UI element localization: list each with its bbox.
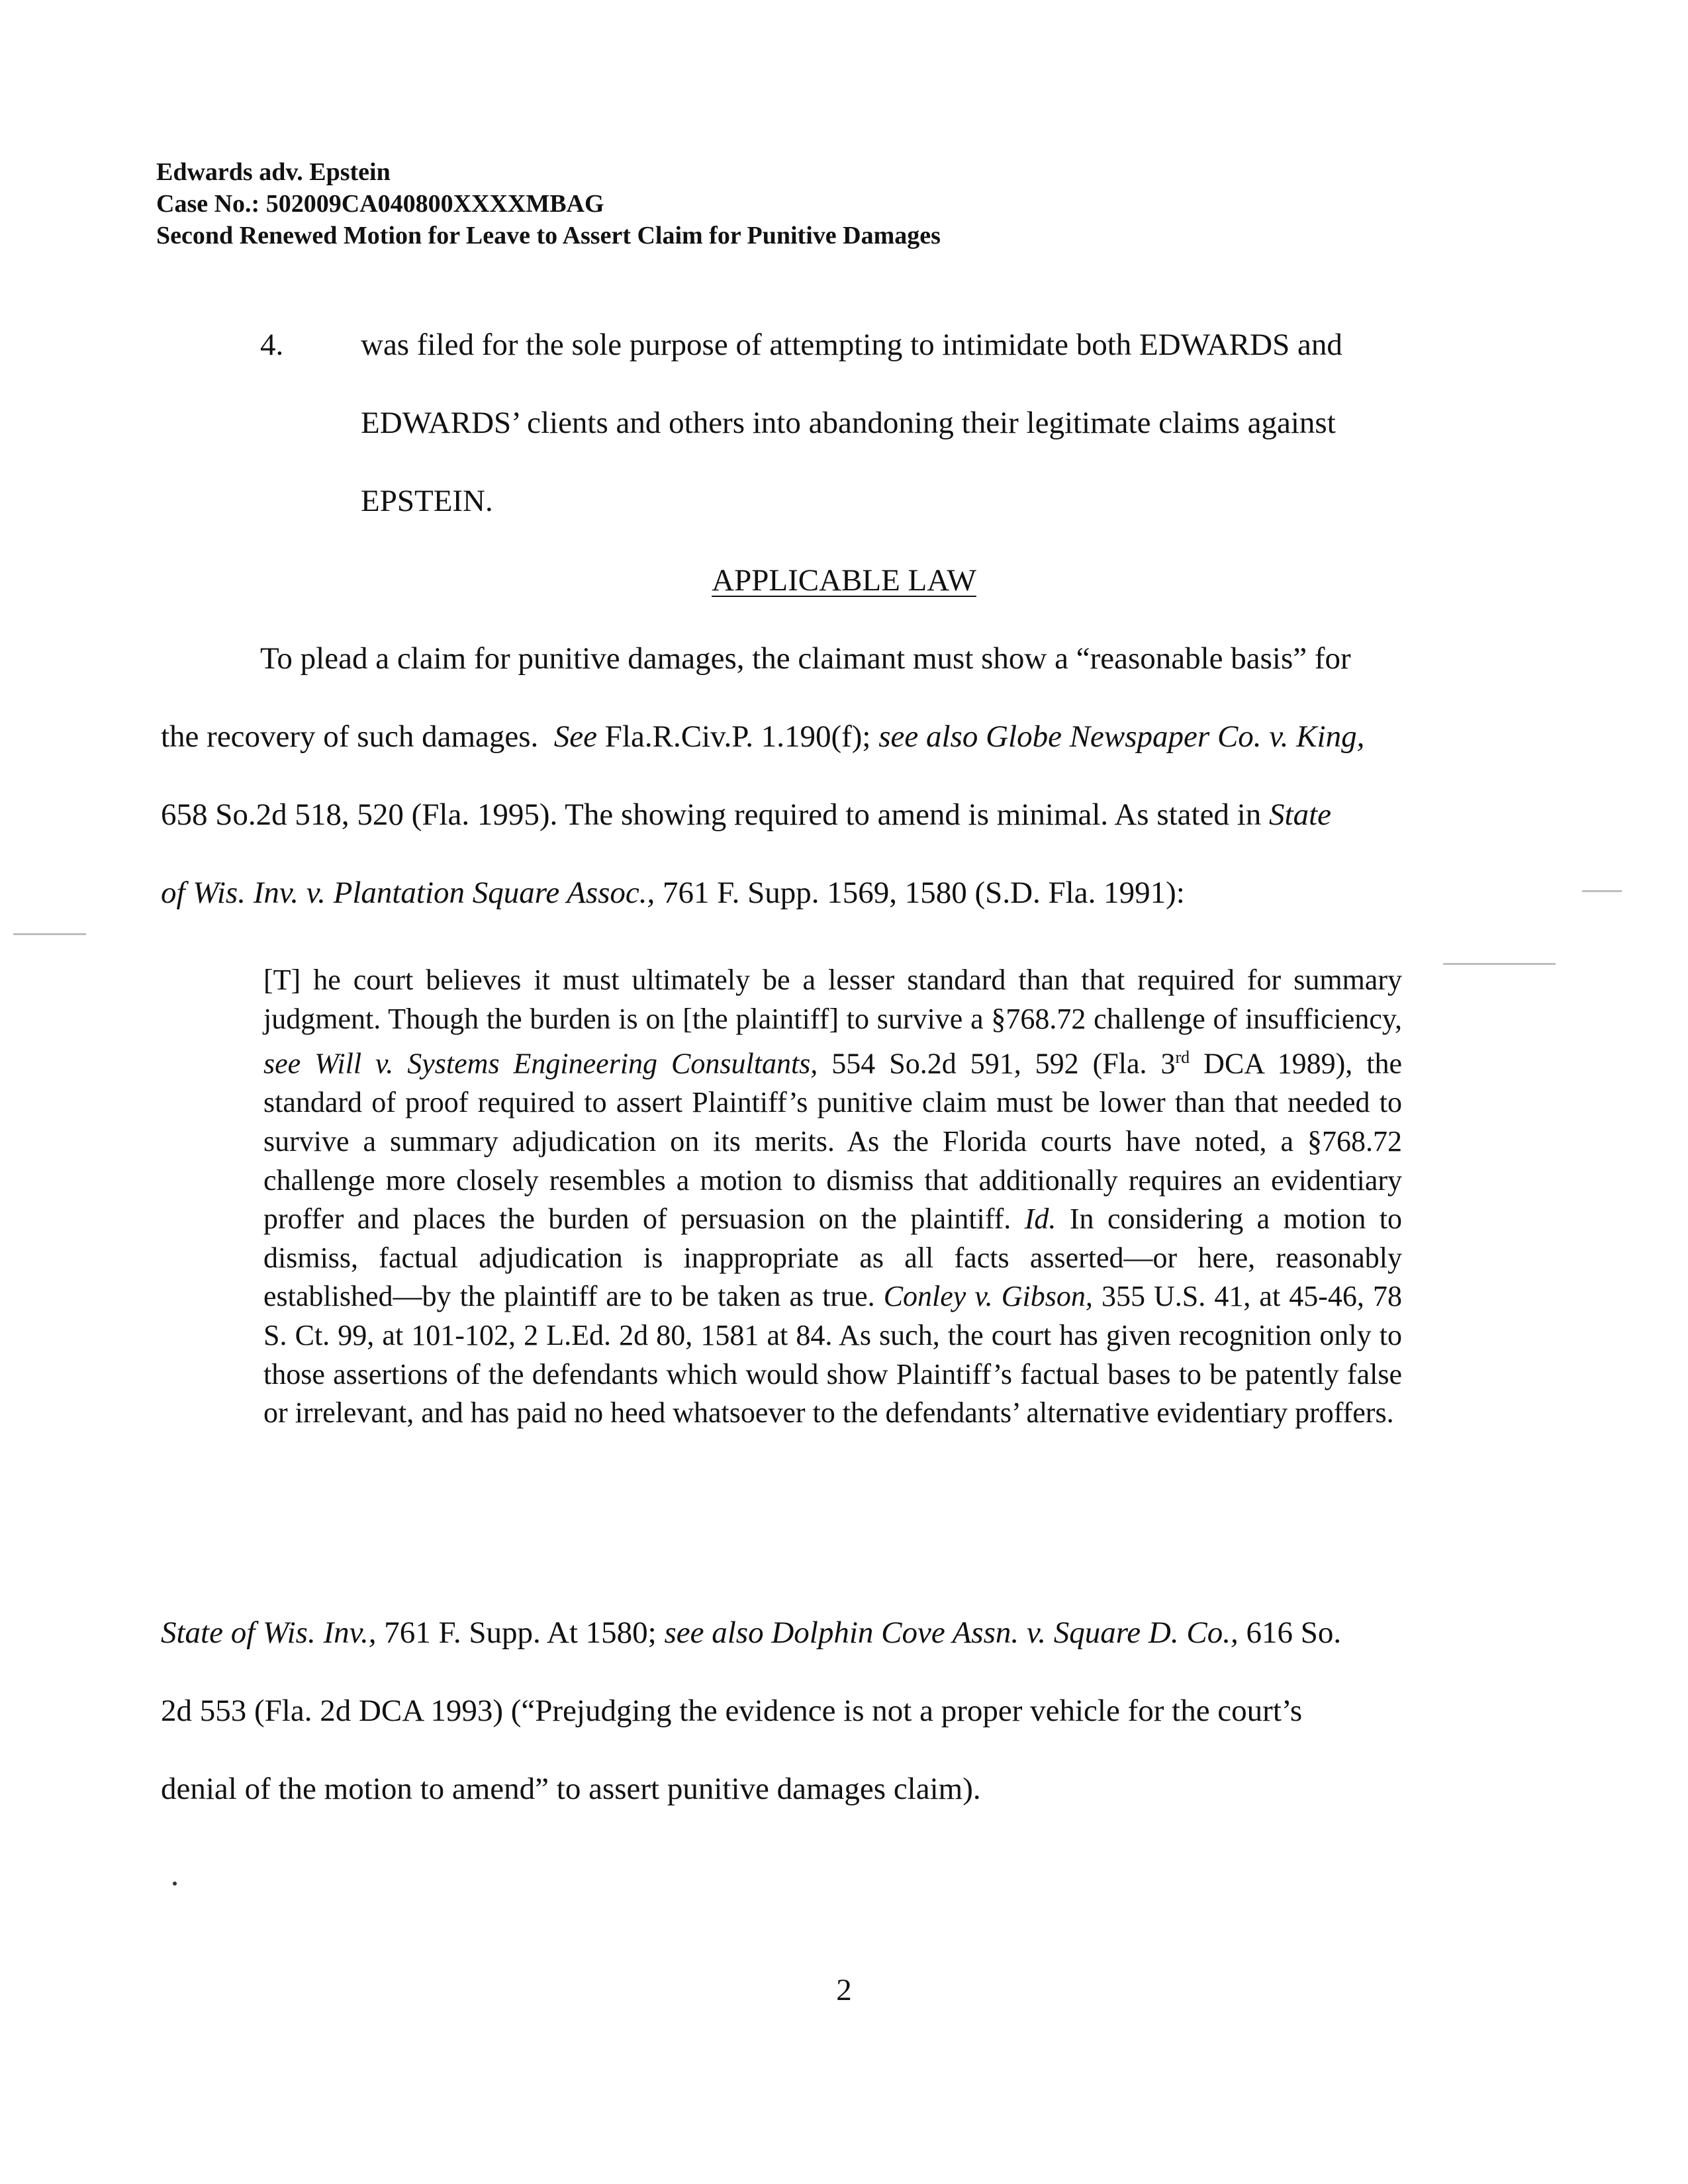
quote-run: [T] he court believes it must ultimately be a lesser standard than that required for summary judgment. Though the burden is on [the plaintiff] to survive a §768.72 challenge of insufficiency, <box>263 964 1402 1035</box>
quote-text <box>263 961 1402 1433</box>
scan-noise <box>1582 890 1622 892</box>
item-line-3: EPSTEIN. <box>361 484 493 518</box>
case-name-start: State <box>1269 797 1331 832</box>
block-quote <box>263 961 1402 1433</box>
scan-noise <box>1443 963 1556 965</box>
quote-run: 554 So.2d 591, 592 (Fla. 3 <box>831 1047 1176 1080</box>
quote-run: 355 U.S. 41, at 45-46, 78 S. Ct. 99, at 101-102, 2 L.Ed. 2d 80, 1581 at 84. As such, the court has given recognition only to those assertions of the defendants which would show Plaintiff’s factual bases to be patently false or irrelevant, and has paid no heed whatsoever to the defendants’ alternative evidentiary proffers. <box>263 1280 1402 1430</box>
paragraph-1-line-3 <box>161 797 1331 833</box>
paragraph-1-line-1: To plead a claim for punitive damages, the claimant must show a “reasonable basis” for <box>260 641 1351 676</box>
paragraph-1-line-2 <box>161 719 1364 754</box>
paragraph-1-line-4 <box>161 875 1185 911</box>
case-citation: see also Globe Newspaper Co. v. King, <box>878 719 1365 754</box>
id-citation: Id. <box>1024 1203 1056 1236</box>
section-heading: APPLICABLE LAW <box>712 563 976 598</box>
reporter-citation: 761 F. Supp. At 1580; <box>384 1615 657 1650</box>
rule-citation: Fla.R.Civ.P. 1.190(f); <box>604 719 871 754</box>
document-header <box>156 156 941 251</box>
ordinal-suffix: rd <box>1175 1048 1190 1068</box>
text-run: 658 So.2d 518, 520 (Fla. 1995). The showing required to amend is minimal. As stated in <box>161 797 1262 832</box>
reporter-citation: 761 F. Supp. 1569, 1580 (S.D. Fla. 1991): <box>663 876 1185 910</box>
reporter-citation: 616 So. <box>1246 1615 1342 1650</box>
scan-noise <box>13 933 86 935</box>
text-run: the recovery of such damages. <box>161 719 539 754</box>
case-number: Case No.: 502009CA040800XXXXMBAG <box>156 190 604 218</box>
quote-case-citation: Conley v. Gibson, <box>883 1280 1093 1313</box>
signal-see: See <box>553 719 598 754</box>
paragraph-2-line-3: denial of the motion to amend” to assert punitive damages claim). <box>161 1772 981 1806</box>
case-citation: see also Dolphin Cove Assn. v. Square D. Co., <box>664 1615 1239 1650</box>
case-name: of Wis. Inv. v. Plantation Square Assoc., <box>161 876 655 910</box>
stray-dot <box>173 1882 177 1886</box>
quote-run: In considering a motion to dismiss, factual adjudication is inappropriate as all facts asserted—or here, reasonably established—by the plaintiff are to be taken as true. <box>263 1203 1403 1313</box>
item-number: 4. <box>260 328 284 362</box>
paragraph-2-line-1 <box>161 1615 1341 1651</box>
case-caption: Edwards adv. Epstein <box>156 158 391 186</box>
quote-run: DCA 1989), the standard of proof required to assert Plaintiff’s punitive claim must be lower than that needed to survive a summary adjudication on its merits. As the Florida courts have noted, a §768.72 challenge more closely resembles a motion to dismiss that additionally requires an evidentiary proffer and places the burden of persuasion on the plaintiff. <box>263 1047 1402 1236</box>
item-line-2: EDWARDS’ clients and others into abandoning their legitimate claims against <box>361 406 1336 440</box>
quote-case-citation: see Will v. Systems Engineering Consultants, <box>263 1047 818 1080</box>
case-name: State of Wis. Inv., <box>161 1615 377 1650</box>
item-line-1: was filed for the sole purpose of attempting to intimidate both EDWARDS and <box>361 328 1342 362</box>
motion-title: Second Renewed Motion for Leave to Assert Claim for Punitive Damages <box>156 222 941 250</box>
page-number: 2 <box>836 1973 852 2007</box>
paragraph-2-line-2: 2d 553 (Fla. 2d DCA 1993) (“Prejudging the evidence is not a proper vehicle for the court’s <box>161 1694 1303 1728</box>
